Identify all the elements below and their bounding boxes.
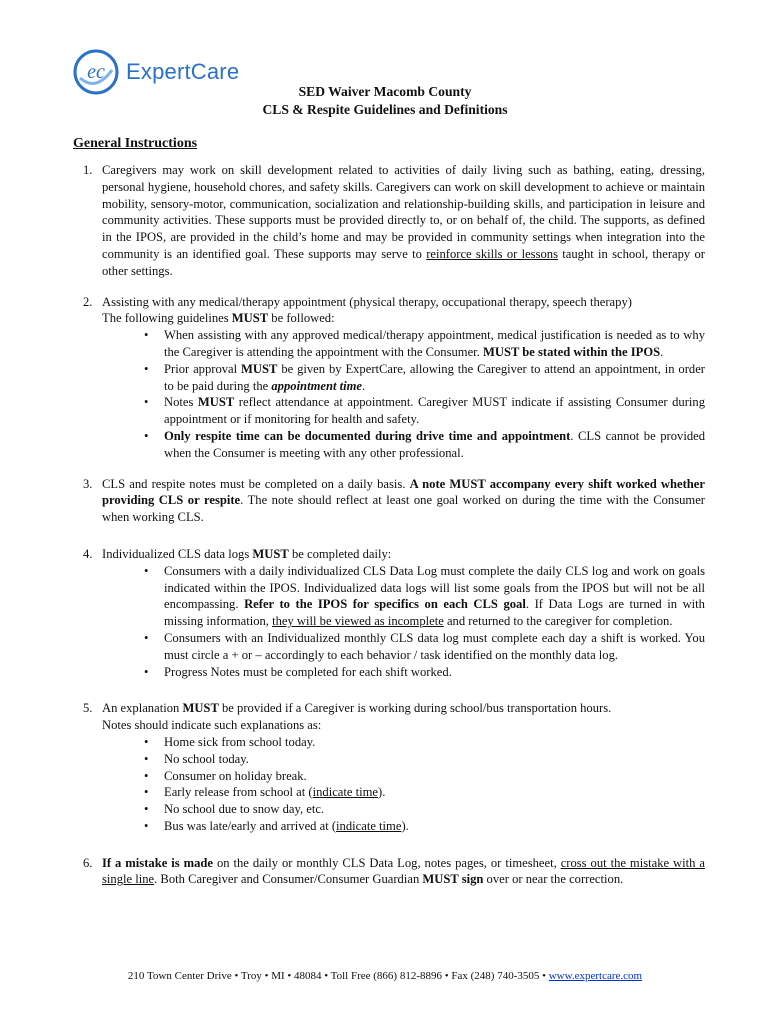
list-item: • Consumers with an Individualized monthly CLS data log must complete each day a shift is worked. You must circle a + or – accordingly to each behavior / task identified on the monthly data log. [164,630,705,664]
document-title: SED Waiver Macomb County [298,84,472,99]
list-item: • No school today. [164,751,705,768]
list-item: • Notes MUST reflect attendance at appointment. Caregiver MUST indicate if assisting Consumer during appointment or if monitoring for health and safety. [164,394,705,428]
list-item: • Bus was late/early and arrived at (indicate time). [164,818,705,835]
item-4-bullets [102,563,705,681]
list-item: • Consumers with a daily individualized CLS Data Log must complete the daily CLS log and work on goals indicated within the IPOS. Individualized data logs will list some goals from the IPOS but will not be all encompassing. Refer to the IPOS for specifics on each CLS goal. If Data Logs are turned in with missing information, they will be viewed as incomplete and returned to the caregiver for completion. [164,563,705,630]
list-item: • Only respite time can be documented during drive time and appointment. CLS cannot be provided when the Consumer is meeting with any other professional. [164,428,705,462]
list-item: • Early release from school at (indicate time). [164,784,705,801]
item-2-bullets [102,327,705,461]
list-item: • When assisting with any approved medical/therapy appointment, medical justification is needed as to why the Caregiver is attending the appointment with the Consumer. MUST be stated within the IPOS. [164,327,705,361]
list-item: • Consumer on holiday break. [164,768,705,785]
instruction-item-4: 4. Individualized CLS data logs MUST be completed daily: • Consumers with a daily individualized CLS Data Log must complete the daily CLS log and work on goals indicated within the IPOS. Individualized data logs will list some goals from the IPOS but will not be all encompassing. Refer to the IPOS for specifics on each CLS goal. If Data Logs are turned in with missing information, they will be viewed as incomplete and returned to the caregiver for completion. • Consumers with an Individualized monthly CLS data log must complete each day a shift is worked. You must circle a + or – accordingly to each behavior / task identified on the monthly data log. • Progress Notes must be completed for each shift worked. [73,546,705,680]
list-item: • Prior approval MUST be given by ExpertCare, allowing the Caregiver to attend an appointment, in order to be paid during the appointment time. [164,361,705,395]
instruction-item-3: 3. CLS and respite notes must be completed on a daily basis. A note MUST accompany every shift worked whether providing CLS or respite. The note should reflect at least one goal worked on during the time with the Consumer when working CLS. [83,476,706,525]
footer-address: 210 Town Center Drive • Troy • MI • 48084 • Toll Free (866) 812-8896 • Fax (248) 740-3505 • www.expertcare.com [127,970,643,982]
list-item: • Home sick from school today. [164,734,705,751]
list-item: • No school due to snow day, etc. [164,801,705,818]
instruction-item-1: 1. Caregivers may work on skill development related to activities of daily living such as bathing, eating, dressing, personal hygiene, household chores, and safety skills. Caregivers can work on skill development to achieve or maintain mobility, sensory-motor, communication, socialization and relationship-building skills, and participation in leisure and community activities. These supports must be provided directly to, or on behalf of, the child. The supports, as defined in the IPOS, are provided in the child’s home and may be provided in community settings when integration into the community is an identified goal. These supports may serve to reinforce skills or lessons taught in school, therapy or other settings. [83,163,705,278]
document-subtitle: CLS & Respite Guidelines and Definitions [262,102,508,117]
list-item: • Progress Notes must be completed for each shift worked. [164,664,705,681]
instruction-item-5: 5. An explanation MUST be provided if a Caregiver is working during school/bus transportation hours. Notes should indicate such explanations as: • Home sick from school today. • No school today. • Consumer on holiday break. • Early release from school at (indicate time). • No school due to snow day, etc. • Bus was late/early and arrived at (indicate time). [73,700,705,834]
instruction-item-6: 6. If a mistake is made on the daily or monthly CLS Data Log, notes pages, or timesheet, cross out the mistake with a single line. Both Caregiver and Consumer/Consumer Guardian MUST sign over or near the correction. [83,855,705,887]
website-link[interactable]: www.expertcare.com [548,970,643,982]
logo-brand-text: ExpertCare [126,59,240,84]
section-heading: General Instructions [73,136,198,151]
instruction-item-2: 2. Assisting with any medical/therapy appointment (physical therapy, occupational therapy, speech therapy) The following guidelines MUST be followed: • When assisting with any approved medical/therapy appointment, medical justification is needed as to why the Caregiver is attending the appointment with the Consumer. MUST be stated within the IPOS. • Prior approval MUST be given by ExpertCare, allowing the Caregiver to attend an appointment, in order to be paid during the appointment time. • Notes MUST reflect attendance at appointment. Caregiver MUST indicate if assisting Consumer during appointment or if monitoring for health and safety. • Only respite time can be documented during drive time and appointment. CLS cannot be provided when the Consumer is meeting with any other professional. [73,294,705,462]
item-5-bullets [102,734,705,835]
svg-text:ec: ec [87,61,105,83]
instructions-list [73,162,705,888]
